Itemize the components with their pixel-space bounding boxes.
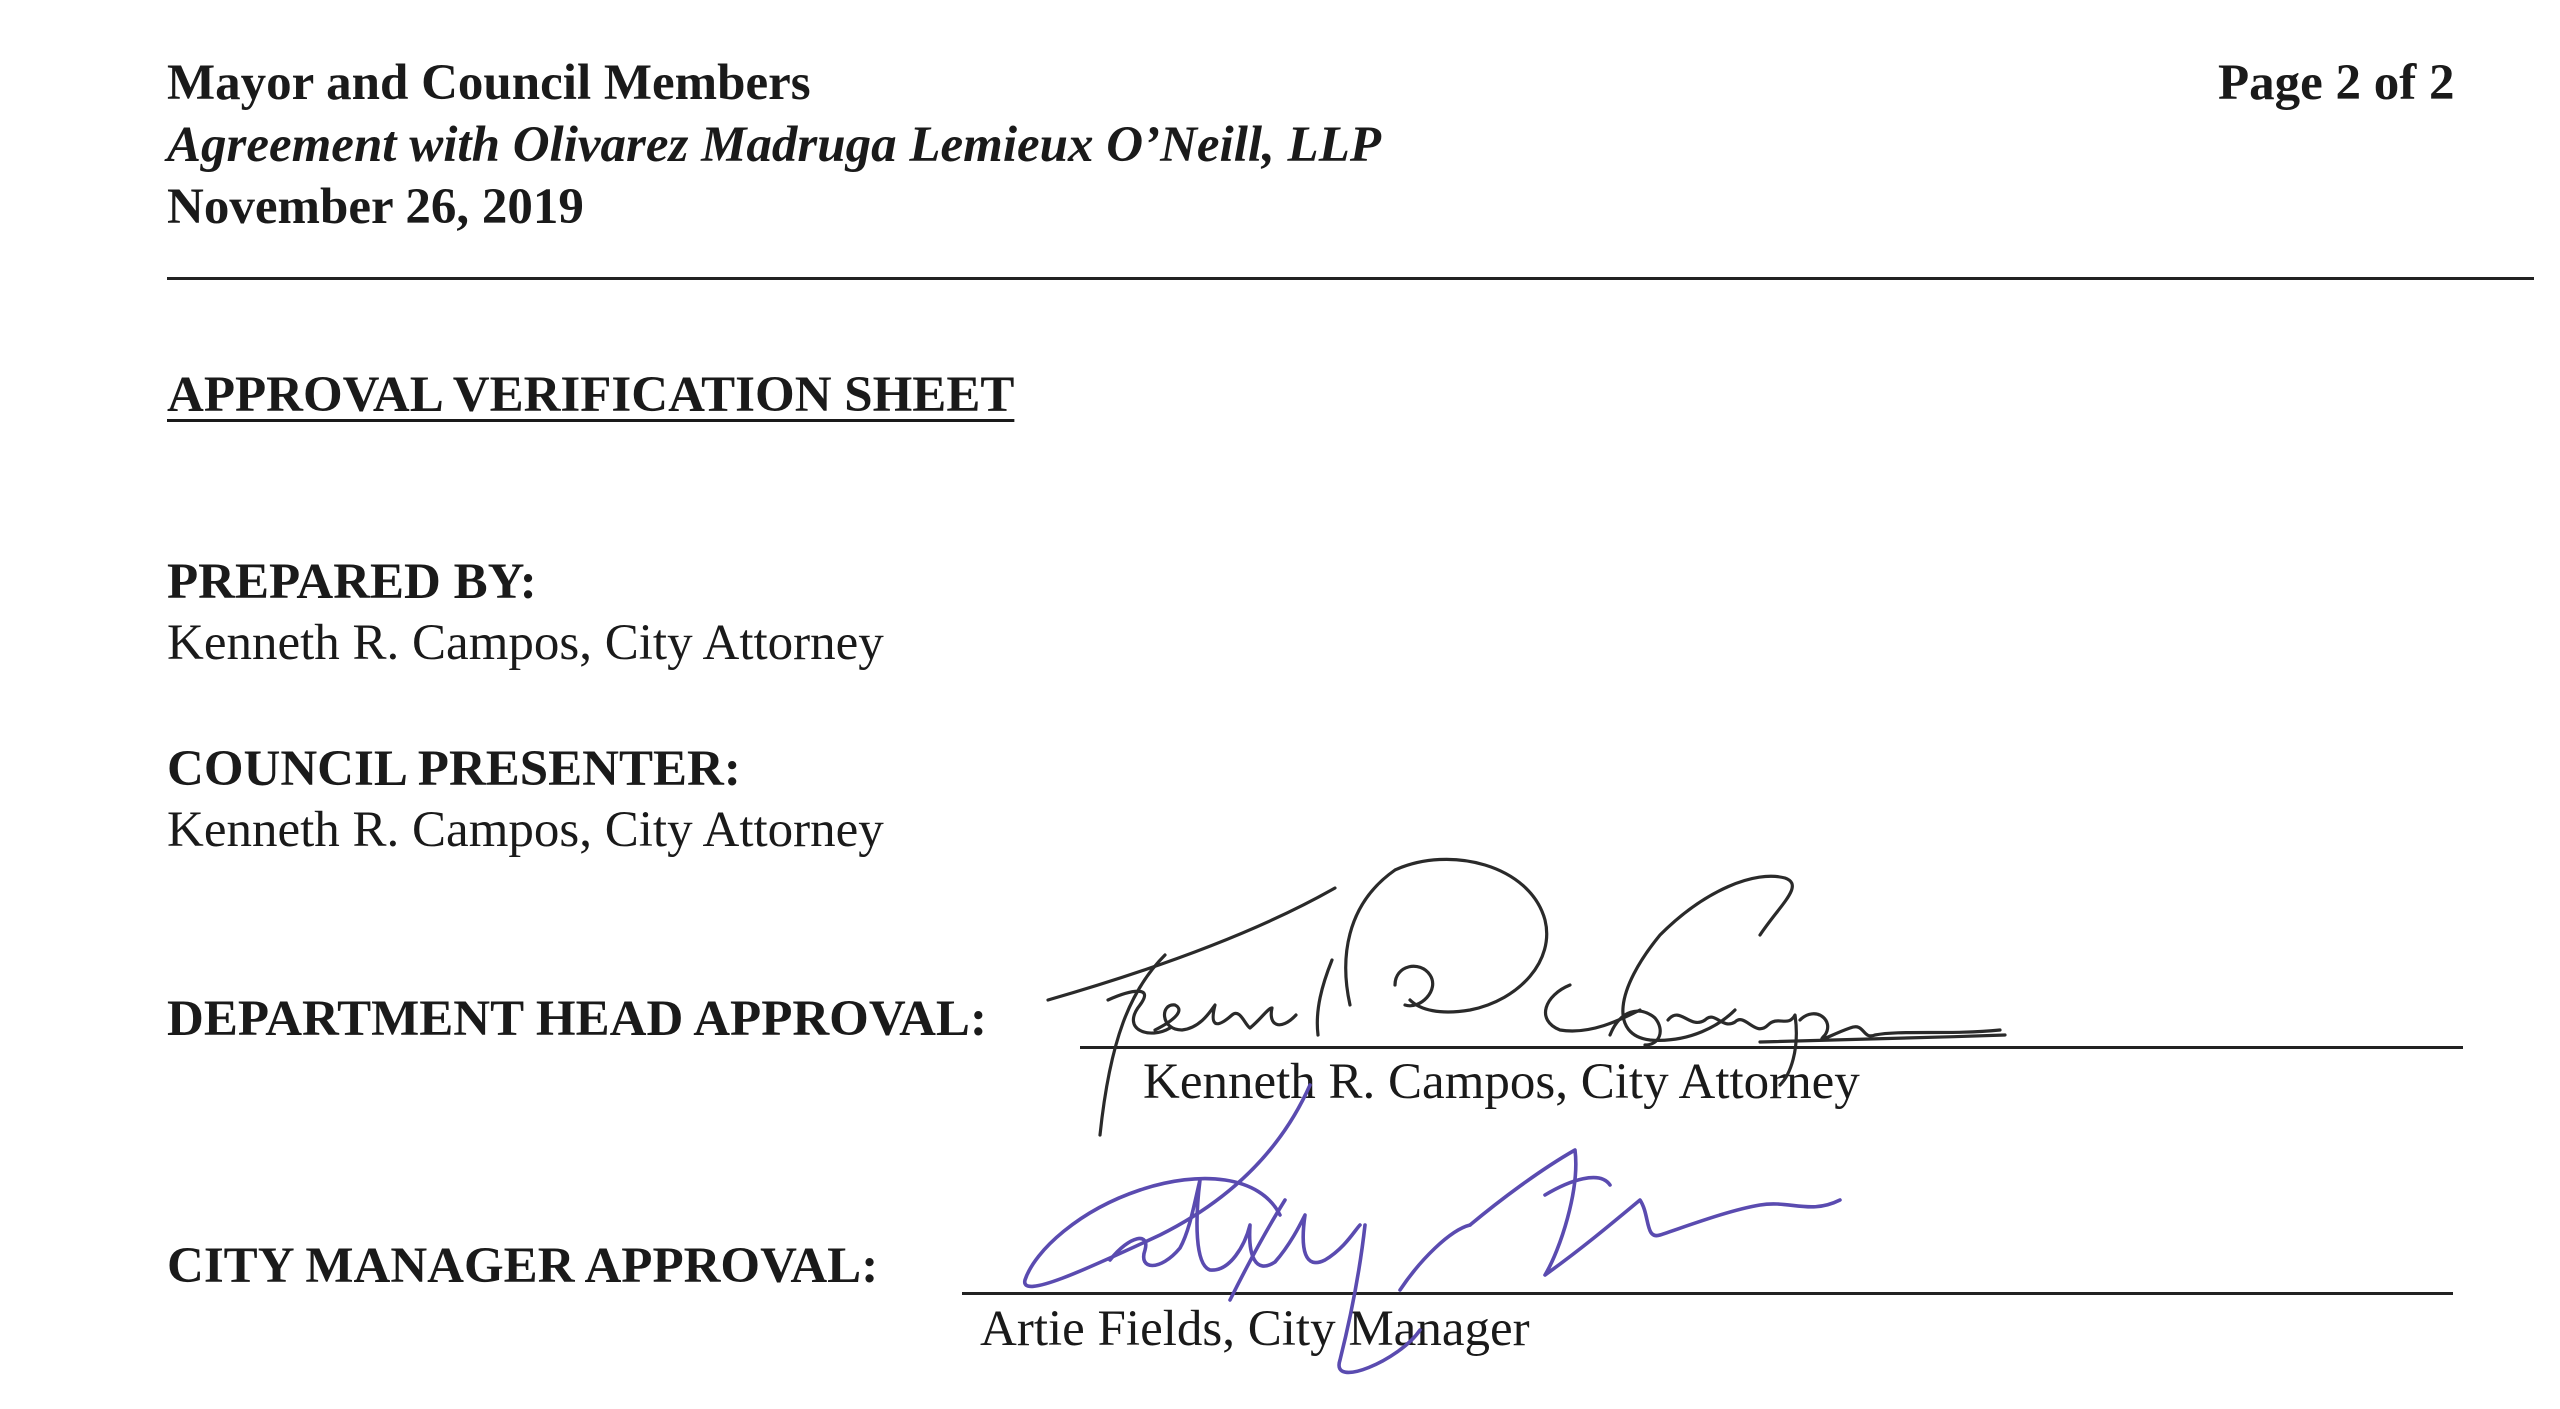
department-head-signer-name: Kenneth R. Campos, City Attorney [1143, 1054, 1860, 1110]
header-subject: Agreement with Olivarez Madruga Lemieux O’Neill, LLP [167, 117, 1382, 173]
header-recipient: Mayor and Council Members [167, 55, 811, 111]
department-head-approval-label: DEPARTMENT HEAD APPROVAL: [167, 991, 987, 1047]
prepared-by-label: PREPARED BY: [167, 554, 537, 610]
page-number: Page 2 of 2 [2218, 55, 2455, 111]
council-presenter-value: Kenneth R. Campos, City Attorney [167, 802, 884, 858]
city-manager-signer-name: Artie Fields, City Manager [980, 1301, 1530, 1357]
sheet-title: APPROVAL VERIFICATION SHEET [167, 367, 1015, 423]
header-date: November 26, 2019 [167, 179, 584, 235]
council-presenter-label: COUNCIL PRESENTER: [167, 741, 741, 797]
prepared-by-value: Kenneth R. Campos, City Attorney [167, 615, 884, 671]
city-manager-approval-label: CITY MANAGER APPROVAL: [167, 1238, 879, 1294]
